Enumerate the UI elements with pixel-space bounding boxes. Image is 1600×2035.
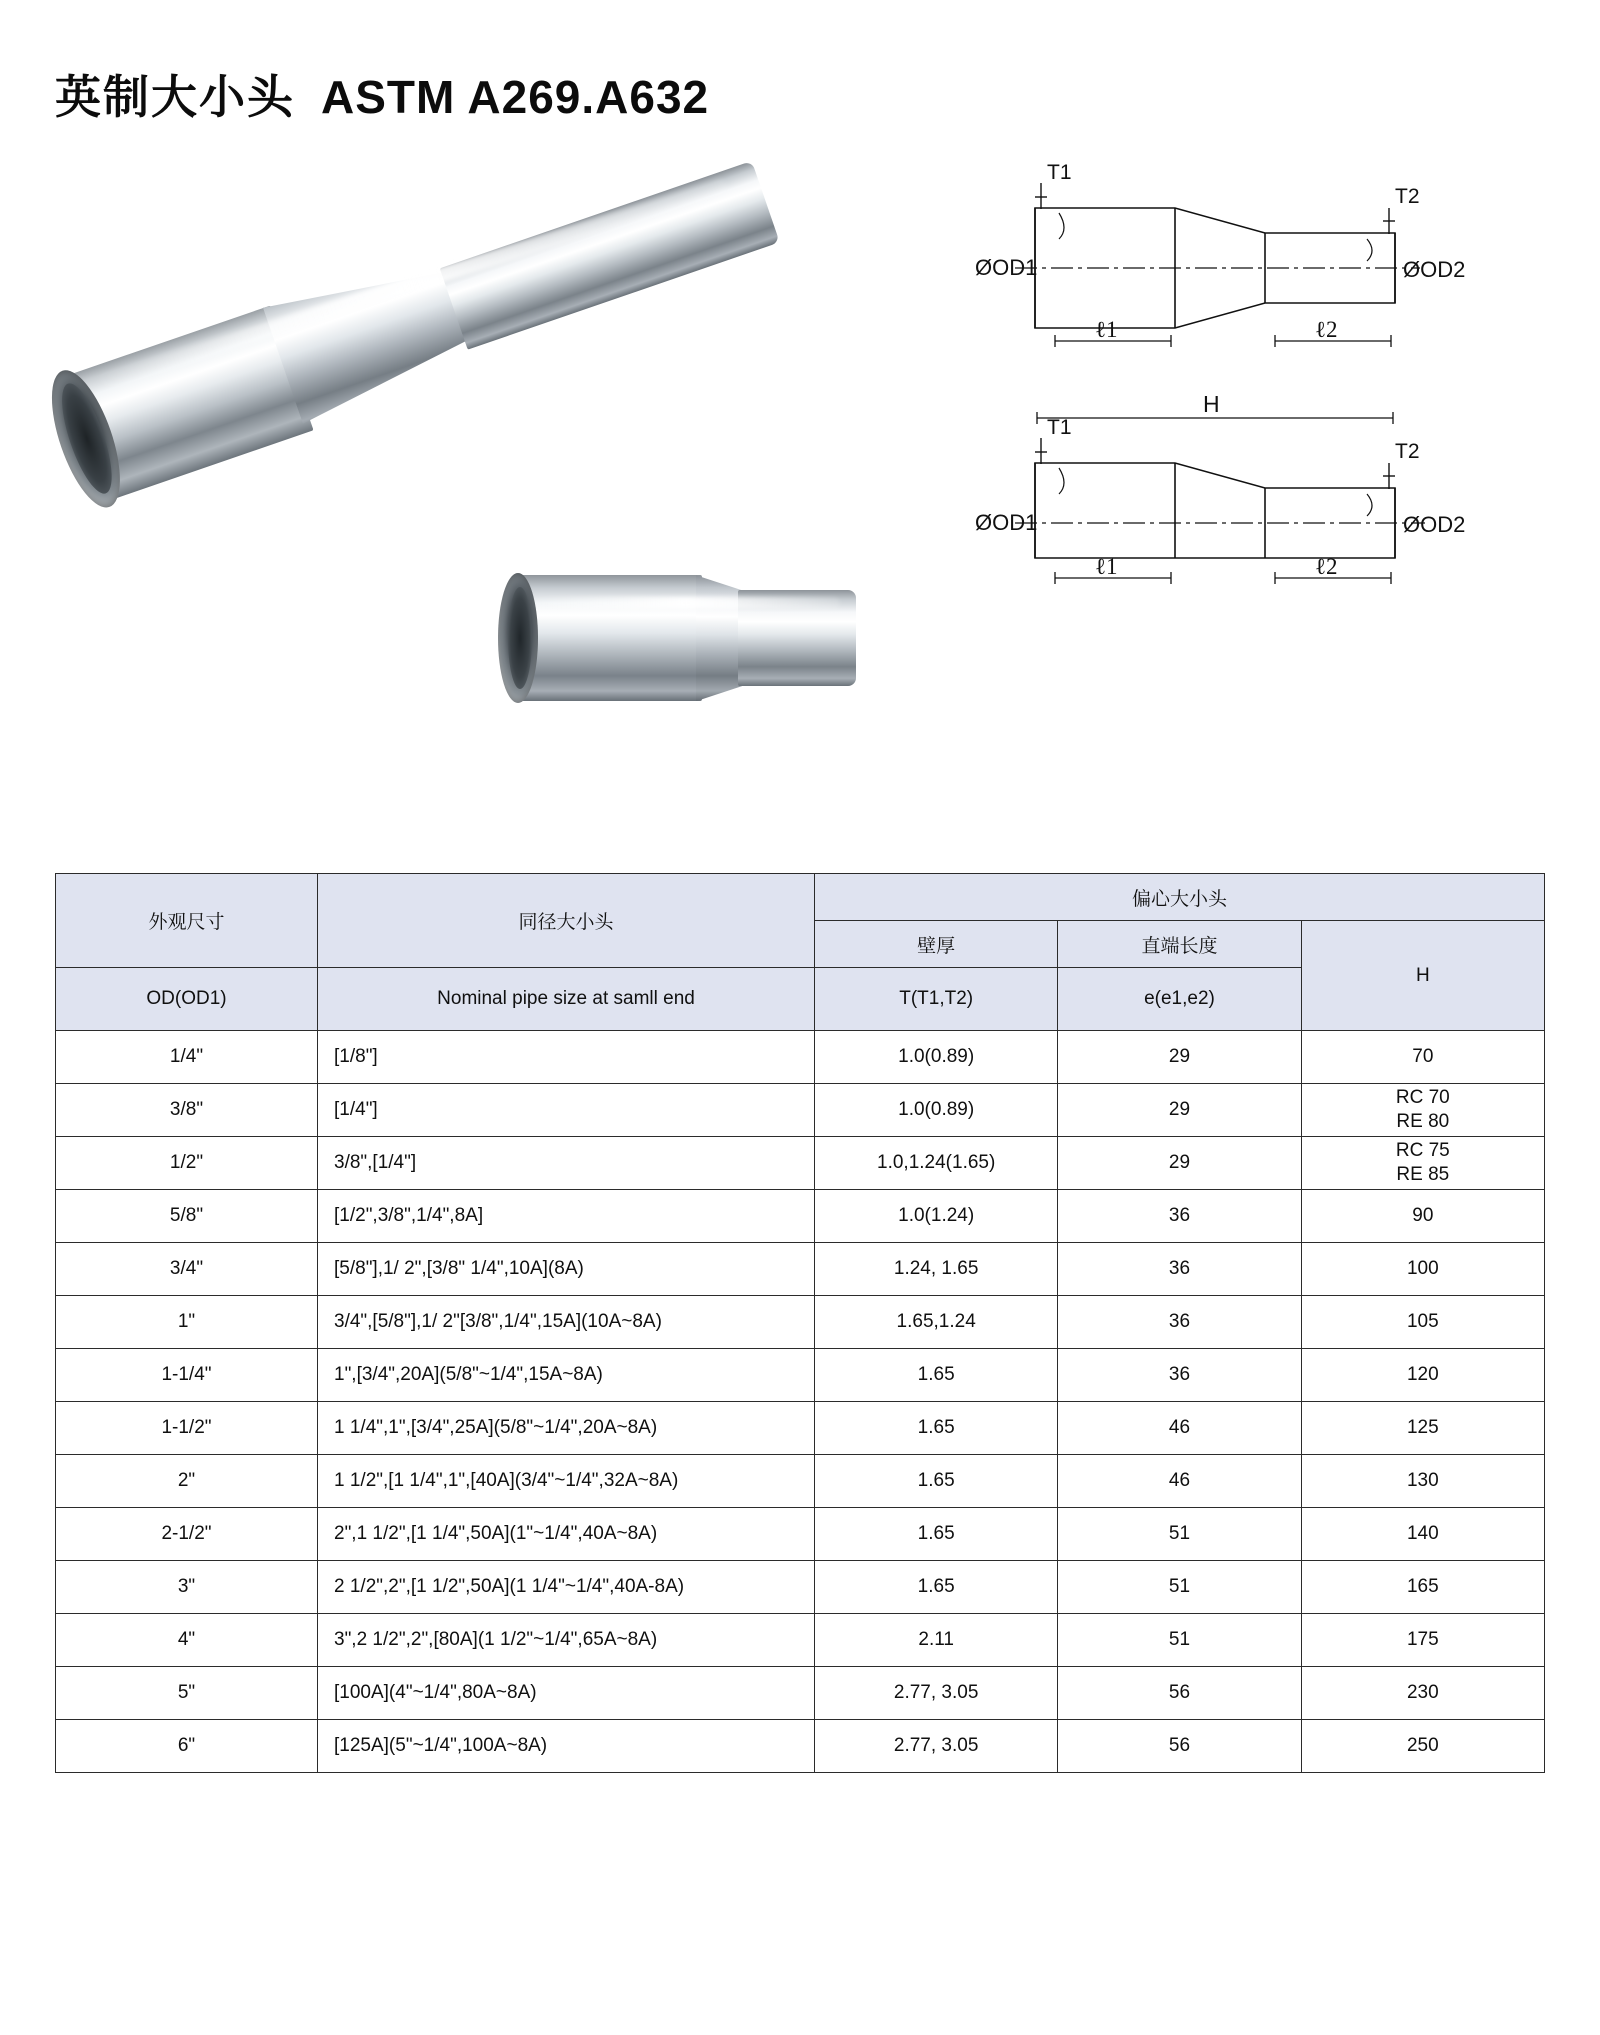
eccentric-reducer-photo [36,90,833,615]
eccentric-reducer-drawing [975,388,1595,603]
table-row [56,1190,1545,1243]
cell-t: 2.11 [815,1614,1058,1667]
drawing2-label-t2: T2 [1395,440,1420,464]
cell-od: 5/8" [56,1190,318,1243]
header-appearance: 外观尺寸 [56,874,318,968]
cell-nominal: [1/4"] [318,1084,815,1137]
page-title-en: ASTM A269.A632 [321,71,710,123]
cell-od: 2-1/2" [56,1508,318,1561]
cell-t: 1.0(0.89) [815,1031,1058,1084]
product-photos [55,153,915,773]
cell-nominal: [100A](4"~1/4",80A~8A) [318,1667,815,1720]
cell-e: 36 [1058,1190,1301,1243]
cell-od: 2" [56,1455,318,1508]
cell-e: 51 [1058,1561,1301,1614]
cell-h: 140 [1301,1508,1544,1561]
cell-nominal: [1/8"] [318,1031,815,1084]
cell-nominal: 1 1/4",1",[3/4",25A](5/8"~1/4",20A~8A) [318,1402,815,1455]
drawing1-label-t1: T1 [1047,161,1072,185]
technical-drawings [975,153,1595,633]
concentric-drawing-svg [975,153,1575,353]
drawing2-label-l2: ℓ2 [1315,554,1338,580]
header-nominal: Nominal pipe size at samll end [318,968,815,1031]
cell-nominal: 3",2 1/2",2",[80A](1 1/2"~1/4",65A~8A) [318,1614,815,1667]
drawing2-label-od1: ØOD1 [975,510,1038,536]
table-row [56,1031,1545,1084]
cell-h: 70 [1301,1031,1544,1084]
table-row [56,1508,1545,1561]
table-header-row-groups [56,874,1545,921]
cell-t: 1.65 [815,1455,1058,1508]
cell-h: 90 [1301,1190,1544,1243]
header-straight-length-cn: 直端长度 [1058,921,1301,968]
concentric-reducer-drawing [975,153,1595,358]
cell-e: 29 [1058,1084,1301,1137]
cell-e: 56 [1058,1720,1301,1773]
cell-h: 230 [1301,1667,1544,1720]
cell-h: 165 [1301,1561,1544,1614]
table-header [56,874,1545,1031]
cell-t: 2.77, 3.05 [815,1667,1058,1720]
cell-nominal: [5/8"],1/ 2",[3/8" 1/4",10A](8A) [318,1243,815,1296]
cell-t: 1.0,1.24(1.65) [815,1137,1058,1190]
cell-nominal: 2 1/2",2",[1 1/2",50A](1 1/4"~1/4",40A-8A) [318,1561,815,1614]
drawing2-label-od2: ØOD2 [1403,512,1466,538]
cell-nominal: 3/4",[5/8"],1/ 2"[3/8",1/4",15A](10A~8A) [318,1296,815,1349]
cell-e: 56 [1058,1667,1301,1720]
cell-h: 100 [1301,1243,1544,1296]
cell-h: 105 [1301,1296,1544,1349]
cell-e: 36 [1058,1243,1301,1296]
cell-e: 51 [1058,1508,1301,1561]
table-body [56,1031,1545,1773]
header-wall-thickness-cn: 壁厚 [815,921,1058,968]
table-row [56,1561,1545,1614]
illustration-area [55,153,1545,853]
drawing2-label-t1: T1 [1047,416,1072,440]
cell-t: 1.65 [815,1349,1058,1402]
table-row [56,1667,1545,1720]
cell-t: 1.0(0.89) [815,1084,1058,1137]
eccentric-drawing-svg [975,388,1575,598]
cell-t: 1.65 [815,1402,1058,1455]
header-straight-length-code: e(e1,e2) [1058,968,1301,1031]
drawing1-label-od2: ØOD2 [1403,257,1466,283]
cell-t: 1.65 [815,1508,1058,1561]
cell-t: 1.65 [815,1561,1058,1614]
specification-table [55,873,1545,1773]
header-od: OD(OD1) [56,968,318,1031]
table-row [56,1720,1545,1773]
drawing1-label-l2: ℓ2 [1315,317,1338,343]
cell-nominal: 1",[3/4",20A](5/8"~1/4",15A~8A) [318,1349,815,1402]
cell-nominal: 2",1 1/2",[1 1/4",50A](1"~1/4",40A~8A) [318,1508,815,1561]
concentric-reducer-photo [500,553,860,713]
header-concentric: 同径大小头 [318,874,815,968]
cell-od: 3" [56,1561,318,1614]
cell-t: 1.65,1.24 [815,1296,1058,1349]
cell-h: 130 [1301,1455,1544,1508]
table-row [56,1402,1545,1455]
cell-od: 1/4" [56,1031,318,1084]
cell-e: 29 [1058,1137,1301,1190]
page-title-cn: 英制大小头 [55,71,295,123]
table-row [56,1137,1545,1190]
header-eccentric: 偏心大小头 [815,874,1545,921]
small-reducer-large-body [512,575,702,701]
cell-od: 6" [56,1720,318,1773]
cell-od: 4" [56,1614,318,1667]
cell-h: 120 [1301,1349,1544,1402]
cell-h: RC 70 RE 80 [1301,1084,1544,1137]
small-reducer-bore [508,587,532,689]
cell-od: 1/2" [56,1137,318,1190]
cell-e: 46 [1058,1455,1301,1508]
drawing1-label-od1: ØOD1 [975,255,1038,281]
drawing1-label-t2: T2 [1395,185,1420,209]
cell-nominal: [125A](5"~1/4",100A~8A) [318,1720,815,1773]
cell-t: 2.77, 3.05 [815,1720,1058,1773]
small-reducer-taper [696,575,742,701]
cell-nominal: 1 1/2",[1 1/4",1",[40A](3/4"~1/4",32A~8A) [318,1455,815,1508]
cell-nominal: [1/2",3/8",1/4",8A] [318,1190,815,1243]
cell-t: 1.24, 1.65 [815,1243,1058,1296]
cell-e: 29 [1058,1031,1301,1084]
table-row [56,1614,1545,1667]
cell-od: 5" [56,1667,318,1720]
cell-od: 3/8" [56,1084,318,1137]
table-row [56,1084,1545,1137]
cell-e: 36 [1058,1349,1301,1402]
cell-h: 175 [1301,1614,1544,1667]
cell-h: RC 75 RE 85 [1301,1137,1544,1190]
cell-h: 125 [1301,1402,1544,1455]
cell-e: 36 [1058,1296,1301,1349]
header-wall-thickness-code: T(T1,T2) [815,968,1058,1031]
cell-e: 51 [1058,1614,1301,1667]
header-h: H [1301,921,1544,1031]
cell-od: 1-1/4" [56,1349,318,1402]
cell-od: 1-1/2" [56,1402,318,1455]
table-row [56,1349,1545,1402]
small-reducer-highlight [530,597,840,609]
page-title [55,70,1545,125]
cell-t: 1.0(1.24) [815,1190,1058,1243]
table-row [56,1455,1545,1508]
table-row [56,1296,1545,1349]
cell-nominal: 3/8",[1/4"] [318,1137,815,1190]
drawing1-label-l1: ℓ1 [1095,317,1118,343]
cell-h: 250 [1301,1720,1544,1773]
drawing2-label-h: H [1203,391,1220,418]
cell-od: 1" [56,1296,318,1349]
cell-e: 46 [1058,1402,1301,1455]
table-row [56,1243,1545,1296]
cell-od: 3/4" [56,1243,318,1296]
drawing2-label-l1: ℓ1 [1095,554,1118,580]
